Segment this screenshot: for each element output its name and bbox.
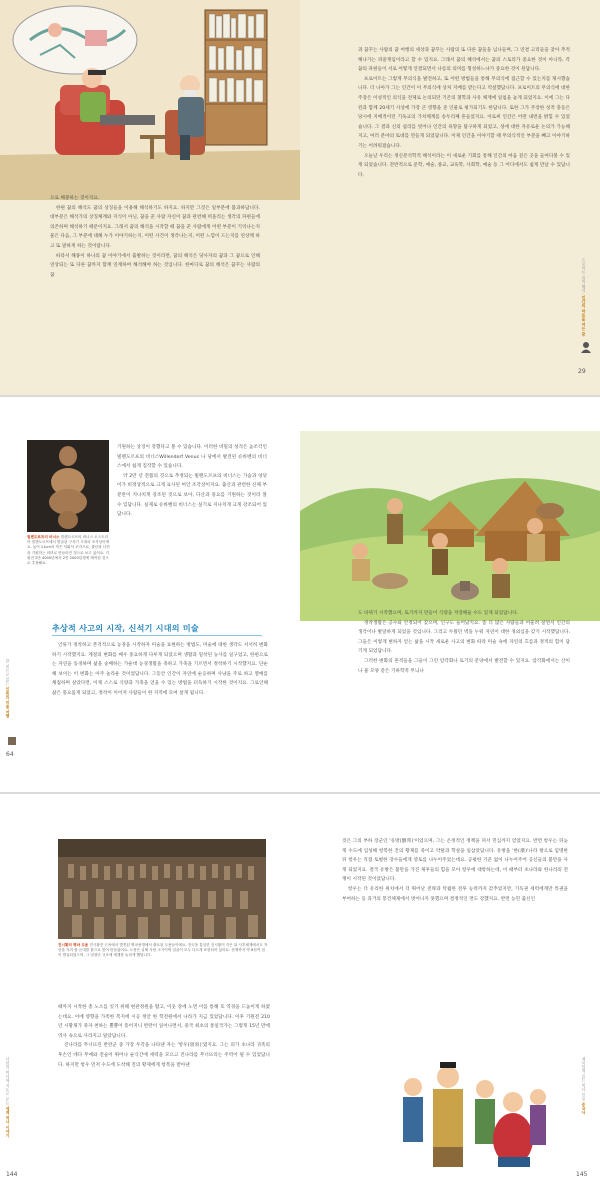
page-65 [300,397,600,792]
neolithic-village-illustration [300,431,600,621]
intro-text [117,443,267,520]
page-28 [0,0,300,395]
paragraph: 프로이트는 그렇게 무의식을 발견하고, 또 어떤 방법들을 통해 무의식에 접근할 수 있는지를 제시했습니다. 더 나아가 그는 인간이 이 무의식에 상처 지배를 받는다고 역설했답니다. 프로이트의 무의식에 대한 주장은 이성적인 의식을 전제로 논의되던 기존의 철학과 사유 체계에 일침을 놓게 되었지요. 이에 그는 다윈과 함께 20세기 사상에 가장 큰 영향을 준 인물로 평가되기도 한답니다. 또한 그가 주장한 성적 충동은 당시에 지배적이던 기독교의 가치체계를 송두리째 흔들었지요. 이로써 인간은 어떤 내면을 밝힐 수 있었습니다. 그 결과 신의 섭리를 벗어나 인간의 욕망을 탐구하게 되었고, 성에 대한 자유로운 논의가 가능해지고, 여러 분야의 토대를 만들게 되었답니다. 이제 인간을 이야기할 때 무의식적인 부분을 빼고 이야기하기는 어려워졌습니다. [358,76,570,149]
spread-chinese-history [0,795,600,1190]
freud-therapy-illustration [0,0,300,200]
paragraph: 과 꿈꾸는 사람의 꿈 여행의 세상과 꿈꾸는 사람의 또 다른 꿈들을 넘나들며, 그 연결 고리들을 찾아 추적해나가는 퍼즐게임이라고 할 수 있지요. 그래서 꿈의 해석에서는 꿈의 스토리가 중요한 것이 아니라, 각 꿈의 파편들이 서로 어떻게 연결되면서 나름의 의미를 형성하느냐가 중요한 것이 된답니다. [358,48,570,73]
venus-of-willendorf-photo [27,440,109,532]
right-body-text [342,837,568,904]
spread-art-history [0,397,600,792]
left-body-text [58,1003,270,1070]
running-head [6,659,11,739]
caption-text: 진시황릉 근처에서 발견된 병마용갱에서 출토된 도용들이에요. 전국을 통일한 진시황이 죽은 뒤 사후세계에서도 자신을 지켜 줄 군대를 흙으로 빚어 만들었어요. 도용은 실제 사람 크기이며 얼굴이 모두 다르게 표현되어 있어요. 현재까지 약 8천여 점이 발굴되었으며, 그 엄청난 규모에 세계를 놀라게 했답니다. [58,943,268,958]
paragraph: 한편 꿈의 해석도 꿈의 상징들을 이용해 해석하기도 하지요. 하지만 그것은 일부분에 불과하답니다. 대부분은 해석가의 상징체계와 지식이 아닌, 꿈을 꾼 사람 자신이 꿈과 관련해 떠올리는 생각의 파편들에 의존하며 해석하기 때문이지요. 그래서 꿈의 해석을 시작할 때 꿈을 꾼 사람에게 어떤 부분이 기억나는지 물은 다음, 그 부분에 대해 누가 이야기하는지, 어떤 사건이 생각나는지, 어떤 느낌이 드는지를 연상케 하고 또 말하게 하는 것이랍니다. [50,205,260,249]
page-145 [300,795,600,1190]
paragraph: 진나라를 무너뜨린 반란군 중 가장 두각을 나타낸 자는 '항우(項羽)'였지요. 그는 피가 초나라 귀족의 후손인 데다 무예와 전술이 뛰어나 순식간에 세력을 모으고 진나라를 무너뜨리는 주역이 될 수 있었답니다. 하지만 항우 먼저 수도에 도착해 진의 황제에게 항복을 받아낸 [58,1043,270,1068]
caption-heading: 진시황의 병마 도용 [58,943,89,947]
running-head [6,1057,11,1147]
running-head-text: 재미있게 읽는 역사 인물 [582,1057,587,1103]
paragraph: 기원하는 상징이 강했다고 볼 수 있습니다. 이러한 비밀의 성격은 높조각인 빌렌도르프의 비너스Willendorf Venus 나 당에서 발견된 슈바벤의 비너스에서 쉽게 짐작할 수 있습니다. [117,445,267,470]
page-144 [0,795,300,1190]
paragraph: 따라서 해몽이 하나의 꿈 이야기에서 출발하는 것이라면, 꿈의 해석은 당사자의 꿈과 그 꿈으로 인해 연상되는 또 다른 꿈까지 함께 연계하여 해석해야 하는 것입니다. 한마디로 꿈의 해석은 꿈꾸는 사람의 꿈 [50,253,260,278]
left-body-text [52,641,268,699]
page-number: 64 [6,751,14,758]
running-head [582,258,587,338]
page-number: 144 [6,1171,18,1178]
left-body-text [50,194,260,280]
page-number: 145 [576,1171,588,1178]
right-body-text [358,609,570,676]
paragraph: 오늘날 우리는 정신분석학적 해석이라는 이 새로운 기회를 통해 인간의 마음 깊은 곳을 들여다볼 수 있게 되었습니다. 전반적으로 문학, 예술, 종교, 교육학, 사회학, 예술 등 그 어디에서도 쉽게 만날 수 있답니다. [358,153,570,178]
running-head-accent: 인류의 미술 여행 [6,687,11,719]
terracotta-army-photo [58,839,266,939]
running-head [582,1057,587,1147]
running-head-accent: 중국사 [582,1102,587,1115]
right-body-text [358,46,570,180]
divider [0,792,600,794]
portrait-icon [580,341,592,353]
caption-heading: 빌렌도르프의 비너스 [27,535,60,539]
caption-text: 빌렌도르프의 비너스 오스트리아 빌렌도르프에서 발굴된 구석기 시대의 조각상이에요. 높이 11cm의 작은 석회석 조각으로, 출산과 다산을 기원하는 의미로 만들어진 것으로 보고 있어요. 기원전 2만 4000년에서 2만 2000년경에 제작된 것으로 추정해요. [27,535,110,566]
running-head-accent: 세계 역사 이야기 [6,1106,11,1138]
paragraph: 도 바뀌기 시작했으며, 토기까지 만들어 식량을 저장해둘 수도 있게 되었답니다. [358,611,519,616]
figure-caption [58,943,268,959]
page-29 [300,0,600,395]
paragraph: 으로 해몽하는 것이지요. [50,196,100,201]
paragraph: 정착생활은 공수와 안정되어 갔으며, 인구도 늘어났지요. 좀 더 많은 사람들과 어울려 살면서 인간의 생각이나 발달하게 되었을 것입니다. 그리고 두웠던 벽돌 누워 자연이 대한 경외심을 갖기 시작했답니다. 그들은 이렇게 변하자 얻는 삶을 시작 새로운 사고의 변화 따라 미술 속에 자연의 흐름과 정적의 힘이 담기게 되었답니다. [358,620,570,655]
page-number: 29 [578,368,586,375]
title-underline [52,635,262,636]
spread-freud-dream [0,0,600,395]
paragraph: 그러한 변화의 흔적들을 그들이 그린 암각화나 토기의 문양에서 발견할 수 있지요. 암각화에서는 산이나 물 모양 같은 기하학적 무늬나 [358,658,570,674]
paragraph: 인류가 정착하고 본격적으로 농경을 시작하자 미술을 표현하는 방법도, 미술에 대한 생각도 서서히 변화하기 시작했지요. 계절의 변화를 매우 중요하게 다루게 되었으며 생활과 밀착된 농사를 일구었고, 한편으로는 자연을 동경하며 삶을 숭배하는 가운데 농경생활을 축하고 가축을 기르면서 정착하기 시작했지요. 단순해 보이는 이 변화는 아주 놀라운 것이었답니다. 그동안 인간이 자연에 순응하며 사냥을 주로 하고 열매를 채집하며 살았다면, 이제 스스로 식량과 가축을 얻을 수 있는 방법을 터득하기 시작한 것이지요. 그로인해 삶은 풍요롭게 되었고, 정착이 이어져 사람들이 한 지역에 모여 살게 됩니다. [52,643,268,696]
running-head-accent: 인간의 마음을 여는 꿈 [582,295,587,337]
paragraph: 항우는 더 유리한 위치에서 더 뛰어난 전략과 탁월한 전투 능력까지 갖추었지만, 기득권 세력에게만 특권을 부여하는 등 과거의 봉건체제에서 벗어나지 못했으며 결정적인 면도 강했지요. 반면 농민 출신인 [342,886,568,902]
running-head-text: 프로이트 꿈의 해석, [582,258,587,296]
running-head-text: 사람의 역사에 지도로 보는 [6,1057,11,1107]
decorative-icon [6,735,18,747]
figure-caption [27,535,111,566]
paragraph: 약 2만 년 전쯤의 것으로 추정되는 빌렌도르프의 비너스는 가슴과 엉덩이가 비정상적으로 크게 표사된 여인 조각상이지요. 출산과 관련한 신체 부분만이 지나치게 강조된 것으로 보아, 다산과 풍요를 기원하는 것이라 볼 수 있답니다. 실제로 슈바벤의 비너스는 실기로 지나치게 크게 강조되어 있답니다. [117,473,267,518]
page-64 [0,397,300,792]
paragraph: 때까지 시작한 총 노소를 잇기 위해 현관정원을 활고, 이웃 강에 노면 이를 통해 호 역경을 드높이게 하였는데요. 이에 영향을 가족한 복지에 시공 정안 한 학전원에서 나라가 지금 있었답니다. 이후 기원전 210년 시황제가 죽자 천하는 뿔뿔이 흩어지니 반란이 일어나면서, 중국 최초의 통일국가는 그렇게 15년 만에 역사 속으로 사라지고 말았답니다. [58,1005,270,1039]
section-title: 추상적 사고의 시작, 신석기 시대의 미술 [52,623,199,633]
running-head-text: 한 권으로 읽는 [6,659,11,688]
chinese-generals-illustration [388,1047,548,1177]
paragraph: 것은 그의 부하 장군인 '유방(劉邦)'이었으며, 그는 온정적인 정책을 펴서 민심까지 얻었지요. 반면 항우는 뒤늦게 수도에 입성해 항복한 진의 황제를 죽이고 약탈과 학살을 일삼았답니다. 유방을 '한(漢)'나라 왕으로 임명한 뒤 항우는 직접 토벌한 장수들에게 영토를 나누어주었는데요. 공평한 기준 없이 나누어주어 공신들의 불만을 사게 되었지요. 결국 유방은 불만을 가진 제후들의 힘을 모아 항우에 대항하는데, 이 때부터 초나라와 한나라의 전쟁이 시작된 것이었답니다. [342,839,568,883]
